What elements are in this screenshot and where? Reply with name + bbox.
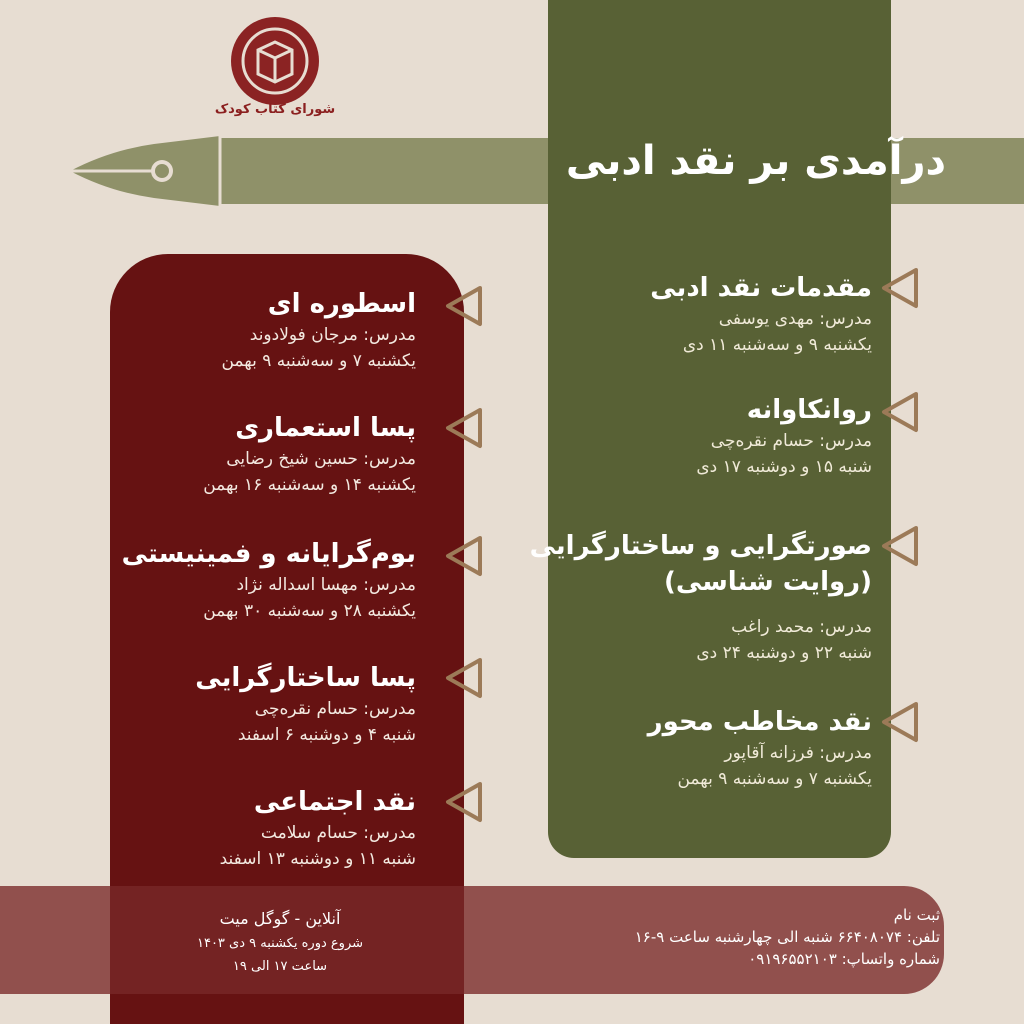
schedule-info <box>150 906 410 978</box>
triangle-arrow-icon <box>878 390 920 434</box>
brand-name: شورای کتاب کودک <box>214 102 336 117</box>
course-date: یکشنبه ۷ و سه‌شنبه ۹ بهمن <box>221 351 416 371</box>
book-logo-icon <box>228 14 322 108</box>
triangle-arrow-icon <box>442 780 484 824</box>
triangle-arrow-icon <box>442 656 484 700</box>
course-item <box>650 270 872 358</box>
triangle-arrow-icon <box>442 284 484 328</box>
course-teacher: مدرس: حسام سلامت <box>260 823 416 843</box>
course-teacher: مدرس: مهسا اسداله نژاد <box>236 575 416 595</box>
registration-whatsapp: شماره واتساپ: ۰۹۱۹۶۵۵۲۱۰۳ <box>748 950 940 968</box>
triangle-arrow-icon <box>878 266 920 310</box>
course-item <box>122 536 416 624</box>
course-date: شنبه ۲۲ و دوشنبه ۲۴ دی <box>696 643 872 663</box>
course-teacher: مدرس: مهدی یوسفی <box>718 309 872 329</box>
course-title: صورتگرایی و ساختارگرایی <box>529 531 872 561</box>
course-teacher: مدرس: حسین شیخ رضایی <box>226 449 416 469</box>
course-date: یکشنبه ۲۸ و سه‌شنبه ۳۰ بهمن <box>203 601 416 621</box>
course-teacher: مدرس: فرزانه آقاپور <box>724 743 872 763</box>
schedule-time: ساعت ۱۷ الی ۱۹ <box>232 959 328 974</box>
course-title: اسطوره ای <box>267 289 416 319</box>
course-subtitle: (روایت شناسی) <box>664 567 872 597</box>
course-item <box>221 286 416 374</box>
page-title: درآمدی بر نقد ادبی <box>565 138 946 184</box>
triangle-arrow-icon <box>878 700 920 744</box>
course-teacher: مدرس: حسام نقره‌چی <box>254 699 416 719</box>
course-date: شنبه ۴ و دوشنبه ۶ اسفند <box>237 725 416 745</box>
course-teacher: مدرس: مرجان فولادوند <box>249 325 416 345</box>
registration-phone: تلفن: ۶۶۴۰۸۰۷۴ شنبه الی چهارشنبه ساعت ۹-۱۶ <box>634 928 940 946</box>
course-title: روانکاوانه <box>746 395 872 425</box>
course-item <box>530 528 872 666</box>
course-date: یکشنبه ۷ و سه‌شنبه ۹ بهمن <box>677 769 872 789</box>
course-title: پسا ساختارگرایی <box>195 663 416 693</box>
course-date: یکشنبه ۱۴ و سه‌شنبه ۱۶ بهمن <box>203 475 416 495</box>
course-item <box>696 392 872 480</box>
course-date: شنبه ۱۵ و دوشنبه ۱۷ دی <box>696 457 872 477</box>
course-title: نقد مخاطب محور <box>647 707 872 737</box>
course-title: مقدمات نقد ادبی <box>650 273 872 303</box>
course-date: شنبه ۱۱ و دوشنبه ۱۳ اسفند <box>219 849 416 869</box>
course-item <box>648 704 872 792</box>
course-title: نقد اجتماعی <box>253 787 416 817</box>
schedule-start: شروع دوره یکشنبه ۹ دی ۱۴۰۳ <box>196 936 364 951</box>
registration-heading: ثبت نام <box>893 906 940 924</box>
schedule-mode: آنلاین - گوگل میت <box>219 909 341 928</box>
registration-info <box>635 904 940 970</box>
course-teacher: مدرس: حسام نقره‌چی <box>710 431 872 451</box>
triangle-arrow-icon <box>442 406 484 450</box>
course-teacher: مدرس: محمد راغب <box>731 617 872 637</box>
course-date: یکشنبه ۹ و سه‌شنبه ۱۱ دی <box>682 335 872 355</box>
course-item <box>195 660 416 748</box>
course-item <box>220 784 416 872</box>
triangle-arrow-icon <box>442 534 484 578</box>
course-title: بوم‌گرایانه و فمینیستی <box>121 539 416 569</box>
course-item <box>203 410 416 498</box>
course-title: پسا استعماری <box>235 413 416 443</box>
triangle-arrow-icon <box>878 524 920 568</box>
